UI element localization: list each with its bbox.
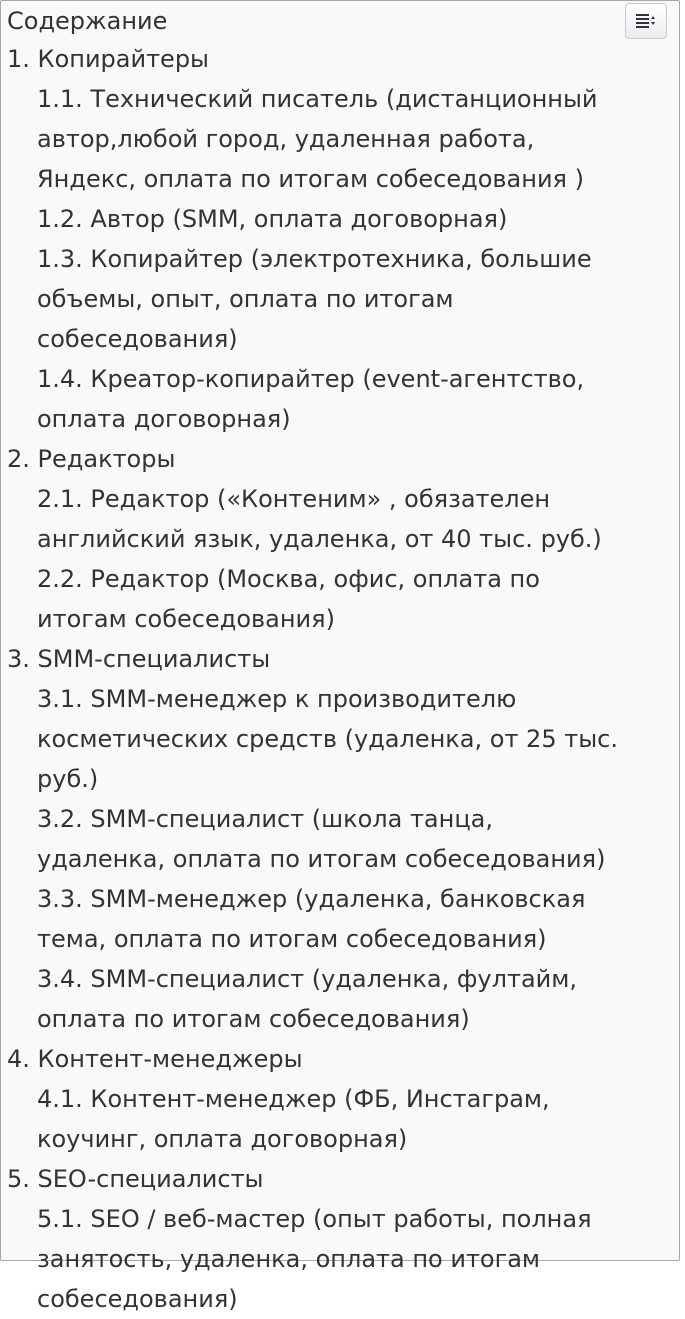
toc-list bbox=[1, 39, 681, 1319]
toc-item-1-2 bbox=[1, 199, 681, 239]
toc-link-1-3[interactable]: 1.3. Копирайтер (электротехника, большие объемы, опыт, оплата по итогам собеседования) bbox=[37, 245, 592, 353]
toc-item-1-4 bbox=[1, 359, 681, 439]
toc-toggle-button[interactable] bbox=[625, 3, 667, 39]
toc-link-3-4[interactable]: 3.4. SMM-специалист (удаленка, фултайм, оплата по итогам собеседования) bbox=[37, 965, 577, 1033]
toc-item-3-4 bbox=[1, 959, 681, 1039]
toc-link-5-1[interactable]: 5.1. SEO / веб-мастер (опыт работы, полная занятость, удаленка, оплата по итогам собеседования) bbox=[37, 1205, 592, 1313]
toc-item-4-1 bbox=[1, 1079, 681, 1159]
toc-link-section-5[interactable]: 5. SEO-специалисты bbox=[7, 1165, 264, 1193]
toc-item-1-1 bbox=[1, 79, 681, 199]
toc-item-2-1 bbox=[1, 479, 681, 559]
toc-link-section-1[interactable]: 1. Копирайтеры bbox=[7, 45, 210, 73]
toc-section-3 bbox=[1, 639, 681, 1039]
toc-link-section-4[interactable]: 4. Контент-менеджеры bbox=[7, 1045, 303, 1073]
toc-item-1-3 bbox=[1, 239, 681, 359]
toc-sublist-5 bbox=[1, 1199, 681, 1319]
toc-section-4 bbox=[1, 1039, 681, 1159]
list-collapse-icon bbox=[636, 13, 656, 29]
toc-item-2-2 bbox=[1, 559, 681, 639]
toc-link-2-1[interactable]: 2.1. Редактор («Контеним» , обязателен английский язык, удаленка, от 40 тыс. руб.) bbox=[37, 485, 602, 553]
toc-link-2-2[interactable]: 2.2. Редактор (Москва, офис, оплата по итогам собеседования) bbox=[37, 565, 540, 633]
toc-link-4-1[interactable]: 4.1. Контент-менеджер (ФБ, Инстаграм, коучинг, оплата договорная) bbox=[37, 1085, 550, 1153]
toc-sublist-2 bbox=[1, 479, 681, 639]
toc-section-5 bbox=[1, 1159, 681, 1319]
toc-section-2 bbox=[1, 439, 681, 639]
toc-sublist-1 bbox=[1, 79, 681, 439]
toc-link-3-1[interactable]: 3.1. SMM-менеджер к производителю косметических средств (удаленка, от 25 тыс. руб.) bbox=[37, 685, 618, 793]
toc-item-3-1 bbox=[1, 679, 681, 799]
toc-item-5-1 bbox=[1, 1199, 681, 1319]
toc-link-1-1[interactable]: 1.1. Технический писатель (дистанционный автор,любой город, удаленная работа, Яндекс, оплата по итогам собеседования ) bbox=[37, 85, 598, 193]
toc-link-1-2[interactable]: 1.2. Автор (SMM, оплата договорная) bbox=[37, 205, 508, 233]
toc-item-3-3 bbox=[1, 879, 681, 959]
toc-item-3-2 bbox=[1, 799, 681, 879]
toc-section-1 bbox=[1, 39, 681, 439]
toc-sublist-4 bbox=[1, 1079, 681, 1159]
toc-sublist-3 bbox=[1, 679, 681, 1039]
toc-link-3-2[interactable]: 3.2. SMM-специалист (школа танца, удаленка, оплата по итогам собеседования) bbox=[37, 805, 606, 873]
toc-link-section-2[interactable]: 2. Редакторы bbox=[7, 445, 176, 473]
toc-link-3-3[interactable]: 3.3. SMM-менеджер (удаленка, банковская тема, оплата по итогам собеседования) bbox=[37, 885, 586, 953]
toc-link-1-4[interactable]: 1.4. Креатор-копирайтер (event-агентство, оплата договорная) bbox=[37, 365, 585, 433]
toc-title: Содержание bbox=[7, 7, 168, 35]
toc-link-section-3[interactable]: 3. SMM-специалисты bbox=[7, 645, 271, 673]
